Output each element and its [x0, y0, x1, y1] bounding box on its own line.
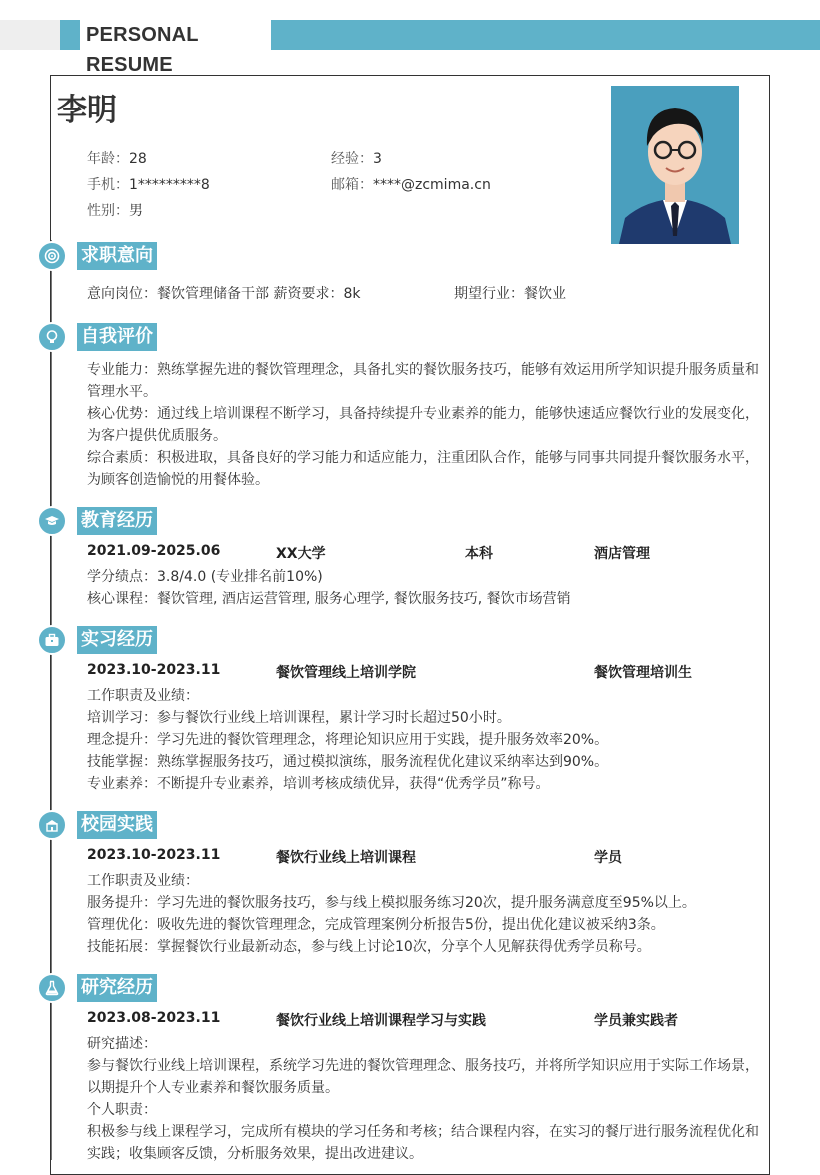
- email-field: [331, 174, 491, 194]
- header-accent-bar: [271, 20, 820, 50]
- candidate-name: 李明: [57, 93, 117, 128]
- campus-item-management: 管理优化：吸收先进的餐饮管理理念，完成管理案例分析报告5份，提出优化建议被采纳3条。: [87, 917, 665, 933]
- age-field: [87, 148, 147, 168]
- age-value: 28: [129, 151, 147, 167]
- campus-duties-label: 工作职责及业绩：: [87, 873, 199, 889]
- profile-photo: [611, 86, 739, 244]
- section-title-education: 教育经历: [77, 507, 157, 535]
- email-label: 邮箱：: [331, 177, 373, 193]
- campus-item-service: 服务提升：学习先进的餐饮服务技巧，参与线上模拟服务练习20次，提升服务满意度至95%以上。: [87, 895, 696, 911]
- briefcase-icon: [37, 625, 67, 655]
- lightbulb-icon: [37, 322, 67, 352]
- section-title-campus: 校园实践: [77, 811, 157, 839]
- internship-item-concept: 理念提升：学习先进的餐饮管理理念，将理论知识应用于实践，提升服务效率20%。: [87, 732, 609, 748]
- experience-label: 经验：: [331, 151, 373, 167]
- campus-item-skills: 技能拓展：掌握餐饮行业最新动态，参与线上讨论10次，分享个人见解获得优秀学员称号。: [87, 939, 651, 955]
- self-eval-advantage: 核心优势：通过线上培训课程不断学习，具备持续提升专业素养的能力，能够快速适应餐饮行业的发展变化，为客户提供优质服务。: [87, 406, 759, 444]
- section-title-research: 研究经历: [77, 974, 157, 1002]
- research-date: 2023.08-2023.11: [87, 1010, 221, 1026]
- campus-org: 餐饮行业线上培训课程: [276, 850, 416, 866]
- resume-title: PERSONAL RESUME: [80, 20, 270, 50]
- internship-org: 餐饮管理线上培训学院: [276, 665, 416, 681]
- header-bar: [0, 20, 820, 76]
- research-duties-label: 个人职责：: [87, 1102, 157, 1118]
- gender-label: 性别：: [87, 203, 129, 219]
- internship-date: 2023.10-2023.11: [87, 662, 221, 678]
- school-building-icon: [37, 810, 67, 840]
- phone-value: 1*********8: [129, 177, 210, 193]
- internship-duties-label: 工作职责及业绩：: [87, 688, 199, 704]
- research-project: 餐饮行业线上培训课程学习与实践: [276, 1013, 486, 1029]
- self-eval-quality: 综合素质：积极进取，具备良好的学习能力和适应能力，注重团队合作，能够与同事共同提升餐饮服务水平，为顾客创造愉悦的用餐体验。: [87, 450, 759, 488]
- timeline-line: [51, 240, 52, 1160]
- research-description-label: 研究描述：: [87, 1036, 157, 1052]
- research-description: 参与餐饮行业线上培训课程，系统学习先进的餐饮管理理念、服务技巧，并将所学知识应用于实际工作场景，以期提升个人专业素养和餐饮服务质量。: [87, 1058, 759, 1096]
- education-degree: 本科: [465, 546, 493, 562]
- self-eval-ability: 专业能力：熟练掌握先进的餐饮管理理念，具备扎实的餐饮服务技巧，能够有效运用所学知识提升服务质量和管理水平。: [87, 362, 759, 400]
- campus-date: 2023.10-2023.11: [87, 847, 221, 863]
- research-duties: 积极参与线上课程学习，完成所有模块的学习任务和考核；结合课程内容，在实习的餐厅进行服务流程优化和实践；收集顾客反馈，分析服务效果，提出改进建议。: [87, 1124, 759, 1162]
- intent-position-salary: 意向岗位：餐饮管理储备干部 薪资要求：8k: [87, 286, 361, 302]
- gender-value: 男: [129, 203, 143, 219]
- gender-field: [87, 200, 143, 220]
- education-gpa: 学分绩点：3.8/4.0 (专业排名前10%): [87, 569, 323, 585]
- internship-item-training: 培训学习：参与餐饮行业线上培训课程，累计学习时长超过50小时。: [87, 710, 511, 726]
- header-grey-block: [0, 20, 60, 50]
- education-major: 酒店管理: [594, 546, 650, 562]
- experience-field: [331, 148, 382, 168]
- graduation-cap-icon: [37, 506, 67, 536]
- education-date: 2021.09-2025.06: [87, 543, 221, 559]
- portrait-illustration: [611, 86, 739, 244]
- phone-label: 手机：: [87, 177, 129, 193]
- research-role: 学员兼实践者: [594, 1013, 678, 1029]
- section-title-intent: 求职意向: [77, 242, 157, 270]
- phone-field: [87, 174, 210, 194]
- section-title-self-evaluation: 自我评价: [77, 323, 157, 351]
- intent-industry: 期望行业：餐饮业: [454, 286, 566, 302]
- campus-role: 学员: [594, 850, 622, 866]
- education-courses: 核心课程：餐饮管理, 酒店运营管理, 服务心理学, 餐饮服务技巧, 餐饮市场营销: [87, 591, 571, 607]
- header-accent-block: [60, 20, 80, 50]
- age-label: 年龄：: [87, 151, 129, 167]
- section-title-internship: 实习经历: [77, 626, 157, 654]
- internship-item-skill: 技能掌握：熟练掌握服务技巧，通过模拟演练，服务流程优化建议采纳率达到90%。: [87, 754, 609, 770]
- flask-icon: [37, 973, 67, 1003]
- education-school: XX大学: [276, 546, 326, 562]
- internship-role: 餐饮管理培训生: [594, 665, 692, 681]
- internship-item-professional: 专业素养：不断提升专业素养，培训考核成绩优异，获得“优秀学员”称号。: [87, 776, 550, 792]
- email-value: ****@zcmima.cn: [373, 177, 491, 193]
- experience-value: 3: [373, 151, 382, 167]
- target-icon: [37, 241, 67, 271]
